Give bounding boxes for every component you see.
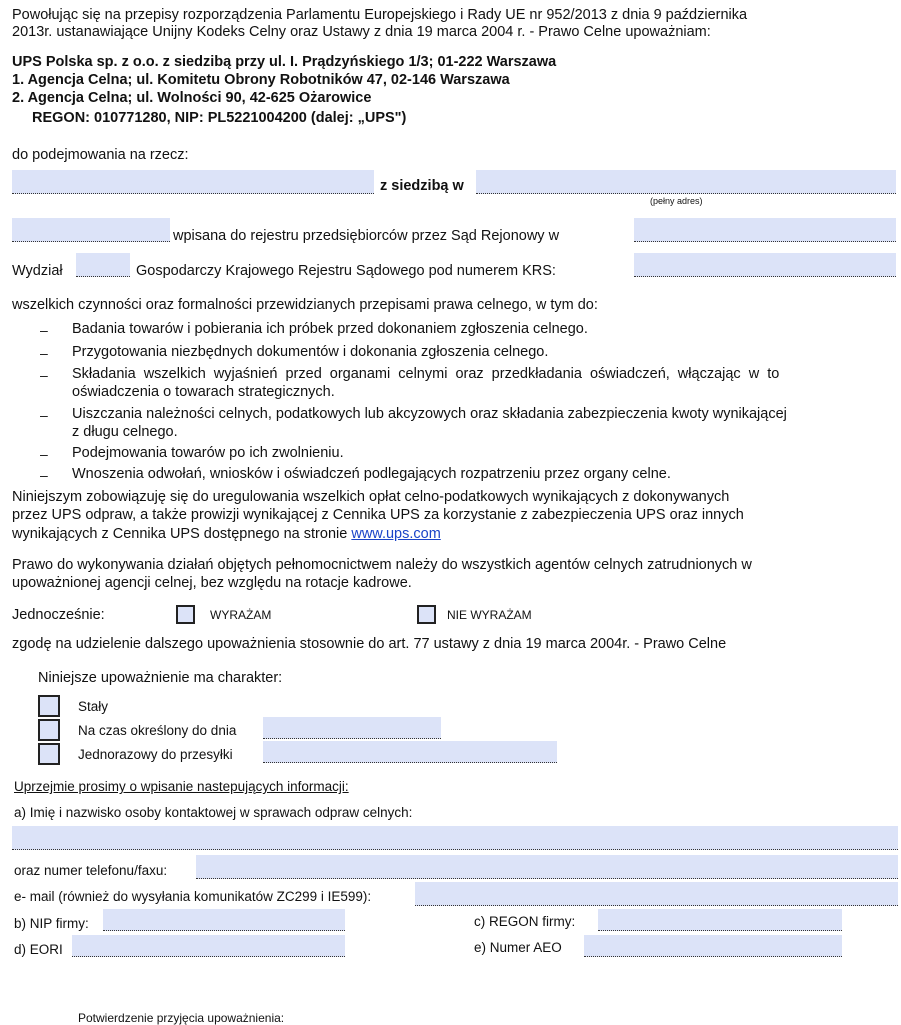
list-dash: – <box>40 446 48 462</box>
email-label: e- mail (również do wysyłania komunikatów ZC299 i IE599): <box>14 889 372 904</box>
krs-number-field[interactable] <box>634 253 896 277</box>
full-address-field[interactable] <box>476 170 896 194</box>
character-label: Niniejsze upoważnienie ma charakter: <box>38 670 283 686</box>
nip-field[interactable] <box>103 909 345 931</box>
list-item: Wnoszenia odwołań, wniosków i oświadczeń podlegających rozpatrzeniu przez organy celne. <box>72 466 671 482</box>
obligation-line-1: Niniejszym zobowiązuję się do uregulowania wszelkich opłat celno-podatkowych wynikających z dokonywanych <box>12 489 730 505</box>
agents-line-2: upoważnionej agencji celnej, bez względu na rotacje kadrowe. <box>12 575 412 591</box>
principal-name-field[interactable] <box>12 170 374 194</box>
contact-person-field[interactable] <box>12 826 898 850</box>
permanent-label: Stały <box>78 699 109 714</box>
agency-1: 1. Agencja Celna; ul. Komitetu Obrony Robotników 47, 02-146 Warszawa <box>12 72 510 88</box>
eori-field[interactable] <box>72 935 345 957</box>
list-dash: – <box>40 407 48 423</box>
obligation-line-3 <box>12 527 441 542</box>
consent-label: Jednocześnie: <box>12 607 105 623</box>
one-time-label: Jednorazowy do przesyłki <box>78 747 233 762</box>
list-item: Podejmowania towarów po ich zwolnieniu. <box>72 445 344 461</box>
obligation-line-3-text: wynikających z Cennika UPS dostępnego na stronie <box>12 526 348 542</box>
agree-checkbox[interactable] <box>176 605 195 624</box>
consent-text: zgodę na udzielenie dalszego upoważnienia stosownie do art. 77 ustawy z dnia 19 marca 2004r. - Prawo Celne <box>12 636 727 652</box>
full-address-hint: (pełny adres) <box>650 196 703 206</box>
list-item: Przygotowania niezbędnych dokumentów i dokonania zgłoszenia celnego. <box>72 344 549 360</box>
krs-label: Gospodarczy Krajowego Rejestru Sądowego pod numerem KRS: <box>136 263 556 279</box>
district-court-field[interactable] <box>634 218 896 242</box>
intro-line-1: Powołując się na przepisy rozporządzenia Parlamentu Europejskiego i Rady UE nr 952/2013 z dnia 9 października <box>12 7 748 23</box>
on-behalf-label: do podejmowania na rzecz: <box>12 147 189 163</box>
agree-label: WYRAŻAM <box>210 608 272 622</box>
registered-label: wpisana do rejestru przedsiębiorców przez Sąd Rejonowy w <box>173 228 560 244</box>
list-dash: – <box>40 345 48 361</box>
company-type-field[interactable] <box>12 218 170 242</box>
phone-label: oraz numer telefonu/faxu: <box>14 863 168 878</box>
disagree-label: NIE WYRAŻAM <box>447 608 532 622</box>
regon-field[interactable] <box>598 909 842 931</box>
aeo-field[interactable] <box>584 935 842 957</box>
contact-request: Uprzejmie prosimy o wpisanie nastepujących informacji: <box>14 779 349 794</box>
activities-intro: wszelkich czynności oraz formalności przewidzianych przepisami prawa celnego, w tym do: <box>12 297 598 313</box>
phone-field[interactable] <box>196 855 898 879</box>
division-field[interactable] <box>76 253 130 277</box>
fixed-term-date-field[interactable] <box>263 717 441 739</box>
one-time-checkbox[interactable] <box>38 743 60 765</box>
fixed-term-checkbox[interactable] <box>38 719 60 741</box>
confirmation-label: Potwierdzenie przyjęcia upoważnienia: <box>78 1011 285 1025</box>
list-item: Składania wszelkich wyjaśnień przed organami celnymi oraz przedkładania oświadczeń, włączając w to <box>72 366 780 382</box>
list-item-cont: oświadczenia o towarach strategicznych. <box>72 384 335 400</box>
contact-person-label: a) Imię i nazwisko osoby kontaktowej w sprawach odpraw celnych: <box>14 805 413 820</box>
disagree-checkbox[interactable] <box>417 605 436 624</box>
seat-label: z siedzibą w <box>380 178 464 194</box>
list-item: Badania towarów i pobierania ich próbek przed dokonaniem zgłoszenia celnego. <box>72 321 588 337</box>
shipment-number-field[interactable] <box>263 741 557 763</box>
company-regon-nip: REGON: 010771280, NIP: PL5221004200 (dalej: „UPS") <box>32 110 407 126</box>
agency-2: 2. Agencja Celna; ul. Wolności 90, 42-625 Ożarowice <box>12 90 372 106</box>
list-dash: – <box>40 467 48 483</box>
list-item: Uiszczania należności celnych, podatkowych lub akcyzowych oraz składania zabezpieczenia kwoty wynikającej <box>72 406 787 422</box>
nip-label: b) NIP firmy: <box>14 916 89 931</box>
ups-website-link[interactable]: www.ups.com <box>351 526 441 542</box>
list-item-cont: z długu celnego. <box>72 424 178 440</box>
eori-label: d) EORI <box>14 942 63 957</box>
company-name: UPS Polska sp. z o.o. z siedzibą przy ul. I. Prądzyńskiego 1/3; 01-222 Warszawa <box>12 54 557 70</box>
fixed-term-label: Na czas określony do dnia <box>78 723 237 738</box>
obligation-line-2: przez UPS odpraw, a także prowizji wynikającej z Cennika UPS za korzystanie z zabezpieczenia UPS oraz innych <box>12 507 744 523</box>
email-field[interactable] <box>415 882 898 906</box>
agents-line-1: Prawo do wykonywania działań objętych pełnomocnictwem należy do wszystkich agentów celnych zatrudnionych w <box>12 557 752 573</box>
division-label: Wydział <box>12 263 63 279</box>
list-dash: – <box>40 367 48 383</box>
permanent-checkbox[interactable] <box>38 695 60 717</box>
aeo-label: e) Numer AEO <box>474 940 562 955</box>
list-dash: – <box>40 322 48 338</box>
regon-label: c) REGON firmy: <box>474 914 576 929</box>
intro-line-2: 2013r. ustanawiające Unijny Kodeks Celny oraz Ustawy z dnia 19 marca 2004 r. - Prawo Celne upoważniam: <box>12 24 711 40</box>
